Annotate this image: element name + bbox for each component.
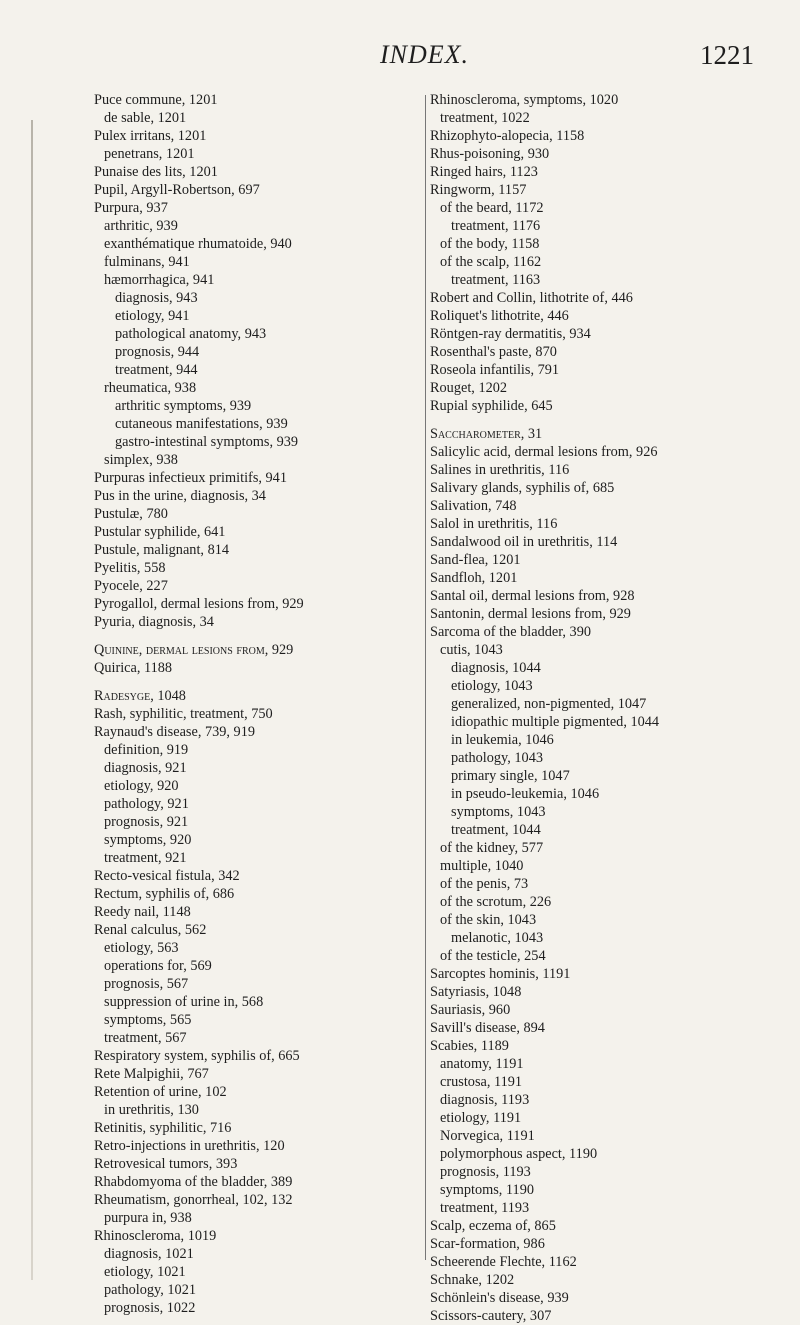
index-entry: Rhus-poisoning, 930 (430, 146, 550, 162)
index-entry: Rouget, 1202 (430, 380, 508, 396)
index-entry: Pus in the urine, diagnosis, 34 (94, 488, 266, 504)
index-entry: Recto-vesical fistula, 342 (94, 868, 240, 884)
index-entry: Rupial syphilide, 645 (430, 398, 553, 414)
index-subentry: generalized, non-pigmented, 1047 (451, 696, 647, 712)
index-entry: Respiratory system, syphilis of, 665 (94, 1048, 300, 1064)
page-title: INDEX. (380, 40, 470, 69)
index-entry: Salol in urethritis, 116 (430, 516, 558, 532)
index-entry: Puce commune, 1201 (94, 92, 218, 108)
index-entry: Pyrogallol, dermal lesions from, 929 (94, 596, 304, 612)
index-entry: Rhinoscleroma, 1019 (94, 1228, 217, 1244)
index-entry: Retrovesical tumors, 393 (94, 1156, 238, 1172)
index-entry: Quirica, 1188 (94, 660, 173, 676)
index-entry: Roseola infantilis, 791 (430, 362, 560, 378)
index-entry: Santal oil, dermal lesions from, 928 (430, 588, 635, 604)
index-entry: Reedy nail, 1148 (94, 904, 191, 920)
index-entry: Rheumatism, gonorrheal, 102, 132 (94, 1192, 293, 1208)
index-entry: Pulex irritans, 1201 (94, 128, 207, 144)
index-entry: Scheerende Flechte, 1162 (430, 1254, 577, 1270)
column-divider (425, 95, 426, 1260)
index-entry: Sand-flea, 1201 (430, 552, 521, 568)
index-column-right (430, 91, 760, 1325)
index-entry: Ringed hairs, 1123 (430, 164, 538, 180)
index-subentry: penetrans, 1201 (104, 146, 195, 162)
index-entry: Roliquet's lithotrite, 446 (430, 308, 569, 324)
index-subentry: exanthématique rhumatoide, 940 (104, 236, 292, 252)
index-subentry: pathology, 1043 (451, 750, 543, 766)
index-entry: Salivary glands, syphilis of, 685 (430, 480, 615, 496)
index-entry: Purpura, 937 (94, 200, 168, 216)
index-subentry: pathology, 1021 (104, 1282, 196, 1298)
index-entry: Satyriasis, 1048 (430, 984, 522, 1000)
index-subentry: primary single, 1047 (451, 768, 570, 784)
index-subentry: idiopathic multiple pigmented, 1044 (451, 714, 660, 730)
index-entry: Sarcoptes hominis, 1191 (430, 966, 571, 982)
index-entry: Pustulæ, 780 (94, 506, 168, 522)
index-subentry: diagnosis, 1193 (440, 1092, 530, 1108)
index-entry: Rash, syphilitic, treatment, 750 (94, 706, 273, 722)
index-subentry: suppression of urine in, 568 (104, 994, 264, 1010)
index-entry: Pustule, malignant, 814 (94, 542, 230, 558)
index-entry: Retro-injections in urethritis, 120 (94, 1138, 285, 1154)
index-entry: Pupil, Argyll-Robertson, 697 (94, 182, 260, 198)
index-subentry: prognosis, 944 (115, 344, 200, 360)
index-subentry: symptoms, 920 (104, 832, 192, 848)
index-subentry: polymorphous aspect, 1190 (440, 1146, 598, 1162)
index-subentry: arthritic, 939 (104, 218, 178, 234)
index-entry: Sandfloh, 1201 (430, 570, 518, 586)
index-subentry: of the kidney, 577 (440, 840, 544, 856)
index-subentry: prognosis, 1193 (440, 1164, 531, 1180)
index-subentry: in urethritis, 130 (104, 1102, 199, 1118)
index-subentry: etiology, 1021 (104, 1264, 186, 1280)
index-entry: Pustular syphilide, 641 (94, 524, 226, 540)
index-entry: Ringworm, 1157 (430, 182, 527, 198)
index-entry: Radesyge, 1048 (94, 688, 186, 704)
index-entry: Rosenthal's paste, 870 (430, 344, 557, 360)
index-entry: Rectum, syphilis of, 686 (94, 886, 235, 902)
index-subentry: in pseudo-leukemia, 1046 (451, 786, 600, 802)
index-entry: Scissors-cautery, 307 (430, 1308, 552, 1324)
index-subentry: of the body, 1158 (440, 236, 540, 252)
index-subentry: treatment, 1163 (451, 272, 541, 288)
index-entry: Rhabdomyoma of the bladder, 389 (94, 1174, 293, 1190)
index-entry: Scalp, eczema of, 865 (430, 1218, 556, 1234)
index-entry: Salicylic acid, dermal lesions from, 926 (430, 444, 658, 460)
index-subentry: diagnosis, 943 (115, 290, 198, 306)
index-entry: Pyocele, 227 (94, 578, 168, 594)
section-gap (94, 677, 414, 687)
index-subentry: diagnosis, 1044 (451, 660, 541, 676)
index-entry: Quinine, dermal lesions from, 929 (94, 642, 294, 658)
index-subentry: of the scrotum, 226 (440, 894, 552, 910)
section-gap (430, 415, 760, 425)
page-number: 1221 (700, 40, 754, 70)
index-subentry: treatment, 1044 (451, 822, 541, 838)
index-entry: Sauriasis, 960 (430, 1002, 511, 1018)
index-entry: Robert and Collin, lithotrite of, 446 (430, 290, 633, 306)
index-subentry: treatment, 921 (104, 850, 187, 866)
index-subentry: cutaneous manifestations, 939 (115, 416, 288, 432)
index-subentry: simplex, 938 (104, 452, 178, 468)
index-subentry: melanotic, 1043 (451, 930, 544, 946)
index-entry: Sarcoma of the bladder, 390 (430, 624, 592, 640)
index-entry: Salivation, 748 (430, 498, 517, 514)
index-subentry: fulminans, 941 (104, 254, 190, 270)
index-subentry: of the skin, 1043 (440, 912, 537, 928)
index-entry: Savill's disease, 894 (430, 1020, 545, 1036)
index-entry: Scabies, 1189 (430, 1038, 509, 1054)
index-subentry: multiple, 1040 (440, 858, 524, 874)
index-entry: Santonin, dermal lesions from, 929 (430, 606, 631, 622)
index-subentry: Norvegica, 1191 (440, 1128, 535, 1144)
index-entry: Schönlein's disease, 939 (430, 1290, 569, 1306)
index-entry: Renal calculus, 562 (94, 922, 207, 938)
index-subentry: treatment, 1193 (440, 1200, 530, 1216)
index-entry: Salines in urethritis, 116 (430, 462, 570, 478)
page-header (0, 40, 800, 80)
index-subentry: etiology, 941 (115, 308, 190, 324)
index-subentry: gastro-intestinal symptoms, 939 (115, 434, 299, 450)
index-entry: Saccharometer, 31 (430, 426, 543, 442)
index-subentry: symptoms, 565 (104, 1012, 192, 1028)
index-subentry: diagnosis, 921 (104, 760, 187, 776)
index-entry: Sandalwood oil in urethritis, 114 (430, 534, 618, 550)
index-entry: Rhinoscleroma, symptoms, 1020 (430, 92, 619, 108)
index-entry: Pyuria, diagnosis, 34 (94, 614, 214, 630)
index-subentry: purpura in, 938 (104, 1210, 192, 1226)
index-subentry: pathology, 921 (104, 796, 189, 812)
index-entry: Schnake, 1202 (430, 1272, 515, 1288)
index-subentry: prognosis, 1022 (104, 1300, 196, 1316)
index-subentry: arthritic symptoms, 939 (115, 398, 252, 414)
index-entry: Punaise des lits, 1201 (94, 164, 218, 180)
page-edge-shadow (31, 120, 33, 1280)
index-subentry: prognosis, 567 (104, 976, 189, 992)
index-subentry: etiology, 1191 (440, 1110, 522, 1126)
index-subentry: de sable, 1201 (104, 110, 187, 126)
index-entry: Purpuras infectieux primitifs, 941 (94, 470, 287, 486)
index-subentry: anatomy, 1191 (440, 1056, 524, 1072)
index-subentry: etiology, 920 (104, 778, 179, 794)
index-subentry: etiology, 1043 (451, 678, 533, 694)
index-subentry: treatment, 1176 (451, 218, 541, 234)
index-subentry: symptoms, 1043 (451, 804, 546, 820)
index-subentry: cutis, 1043 (440, 642, 503, 658)
index-subentry: operations for, 569 (104, 958, 212, 974)
index-subentry: hæmorrhagica, 941 (104, 272, 215, 288)
index-subentry: pathological anatomy, 943 (115, 326, 267, 342)
index-subentry: crustosa, 1191 (440, 1074, 523, 1090)
index-subentry: rheumatica, 938 (104, 380, 197, 396)
index-subentry: definition, 919 (104, 742, 189, 758)
index-subentry: symptoms, 1190 (440, 1182, 534, 1198)
section-gap (94, 631, 414, 641)
index-entry: Rhizophyto-alopecia, 1158 (430, 128, 585, 144)
index-subentry: in leukemia, 1046 (451, 732, 554, 748)
index-entry: Retinitis, syphilitic, 716 (94, 1120, 232, 1136)
index-column-left (94, 91, 414, 1317)
index-entry: Pyelitis, 558 (94, 560, 166, 576)
index-entry: Scar-formation, 986 (430, 1236, 545, 1252)
index-subentry: prognosis, 921 (104, 814, 189, 830)
index-subentry: treatment, 1022 (440, 110, 530, 126)
index-subentry: of the testicle, 254 (440, 948, 546, 964)
index-entry: Raynaud's disease, 739, 919 (94, 724, 256, 740)
index-entry: Retention of urine, 102 (94, 1084, 227, 1100)
index-entry: Rete Malpighii, 767 (94, 1066, 209, 1082)
index-subentry: of the penis, 73 (440, 876, 529, 892)
index-subentry: treatment, 567 (104, 1030, 187, 1046)
index-subentry: of the beard, 1172 (440, 200, 544, 216)
index-subentry: etiology, 563 (104, 940, 179, 956)
index-subentry: of the scalp, 1162 (440, 254, 542, 270)
index-subentry: diagnosis, 1021 (104, 1246, 194, 1262)
index-subentry: treatment, 944 (115, 362, 198, 378)
index-entry: Röntgen-ray dermatitis, 934 (430, 326, 591, 342)
